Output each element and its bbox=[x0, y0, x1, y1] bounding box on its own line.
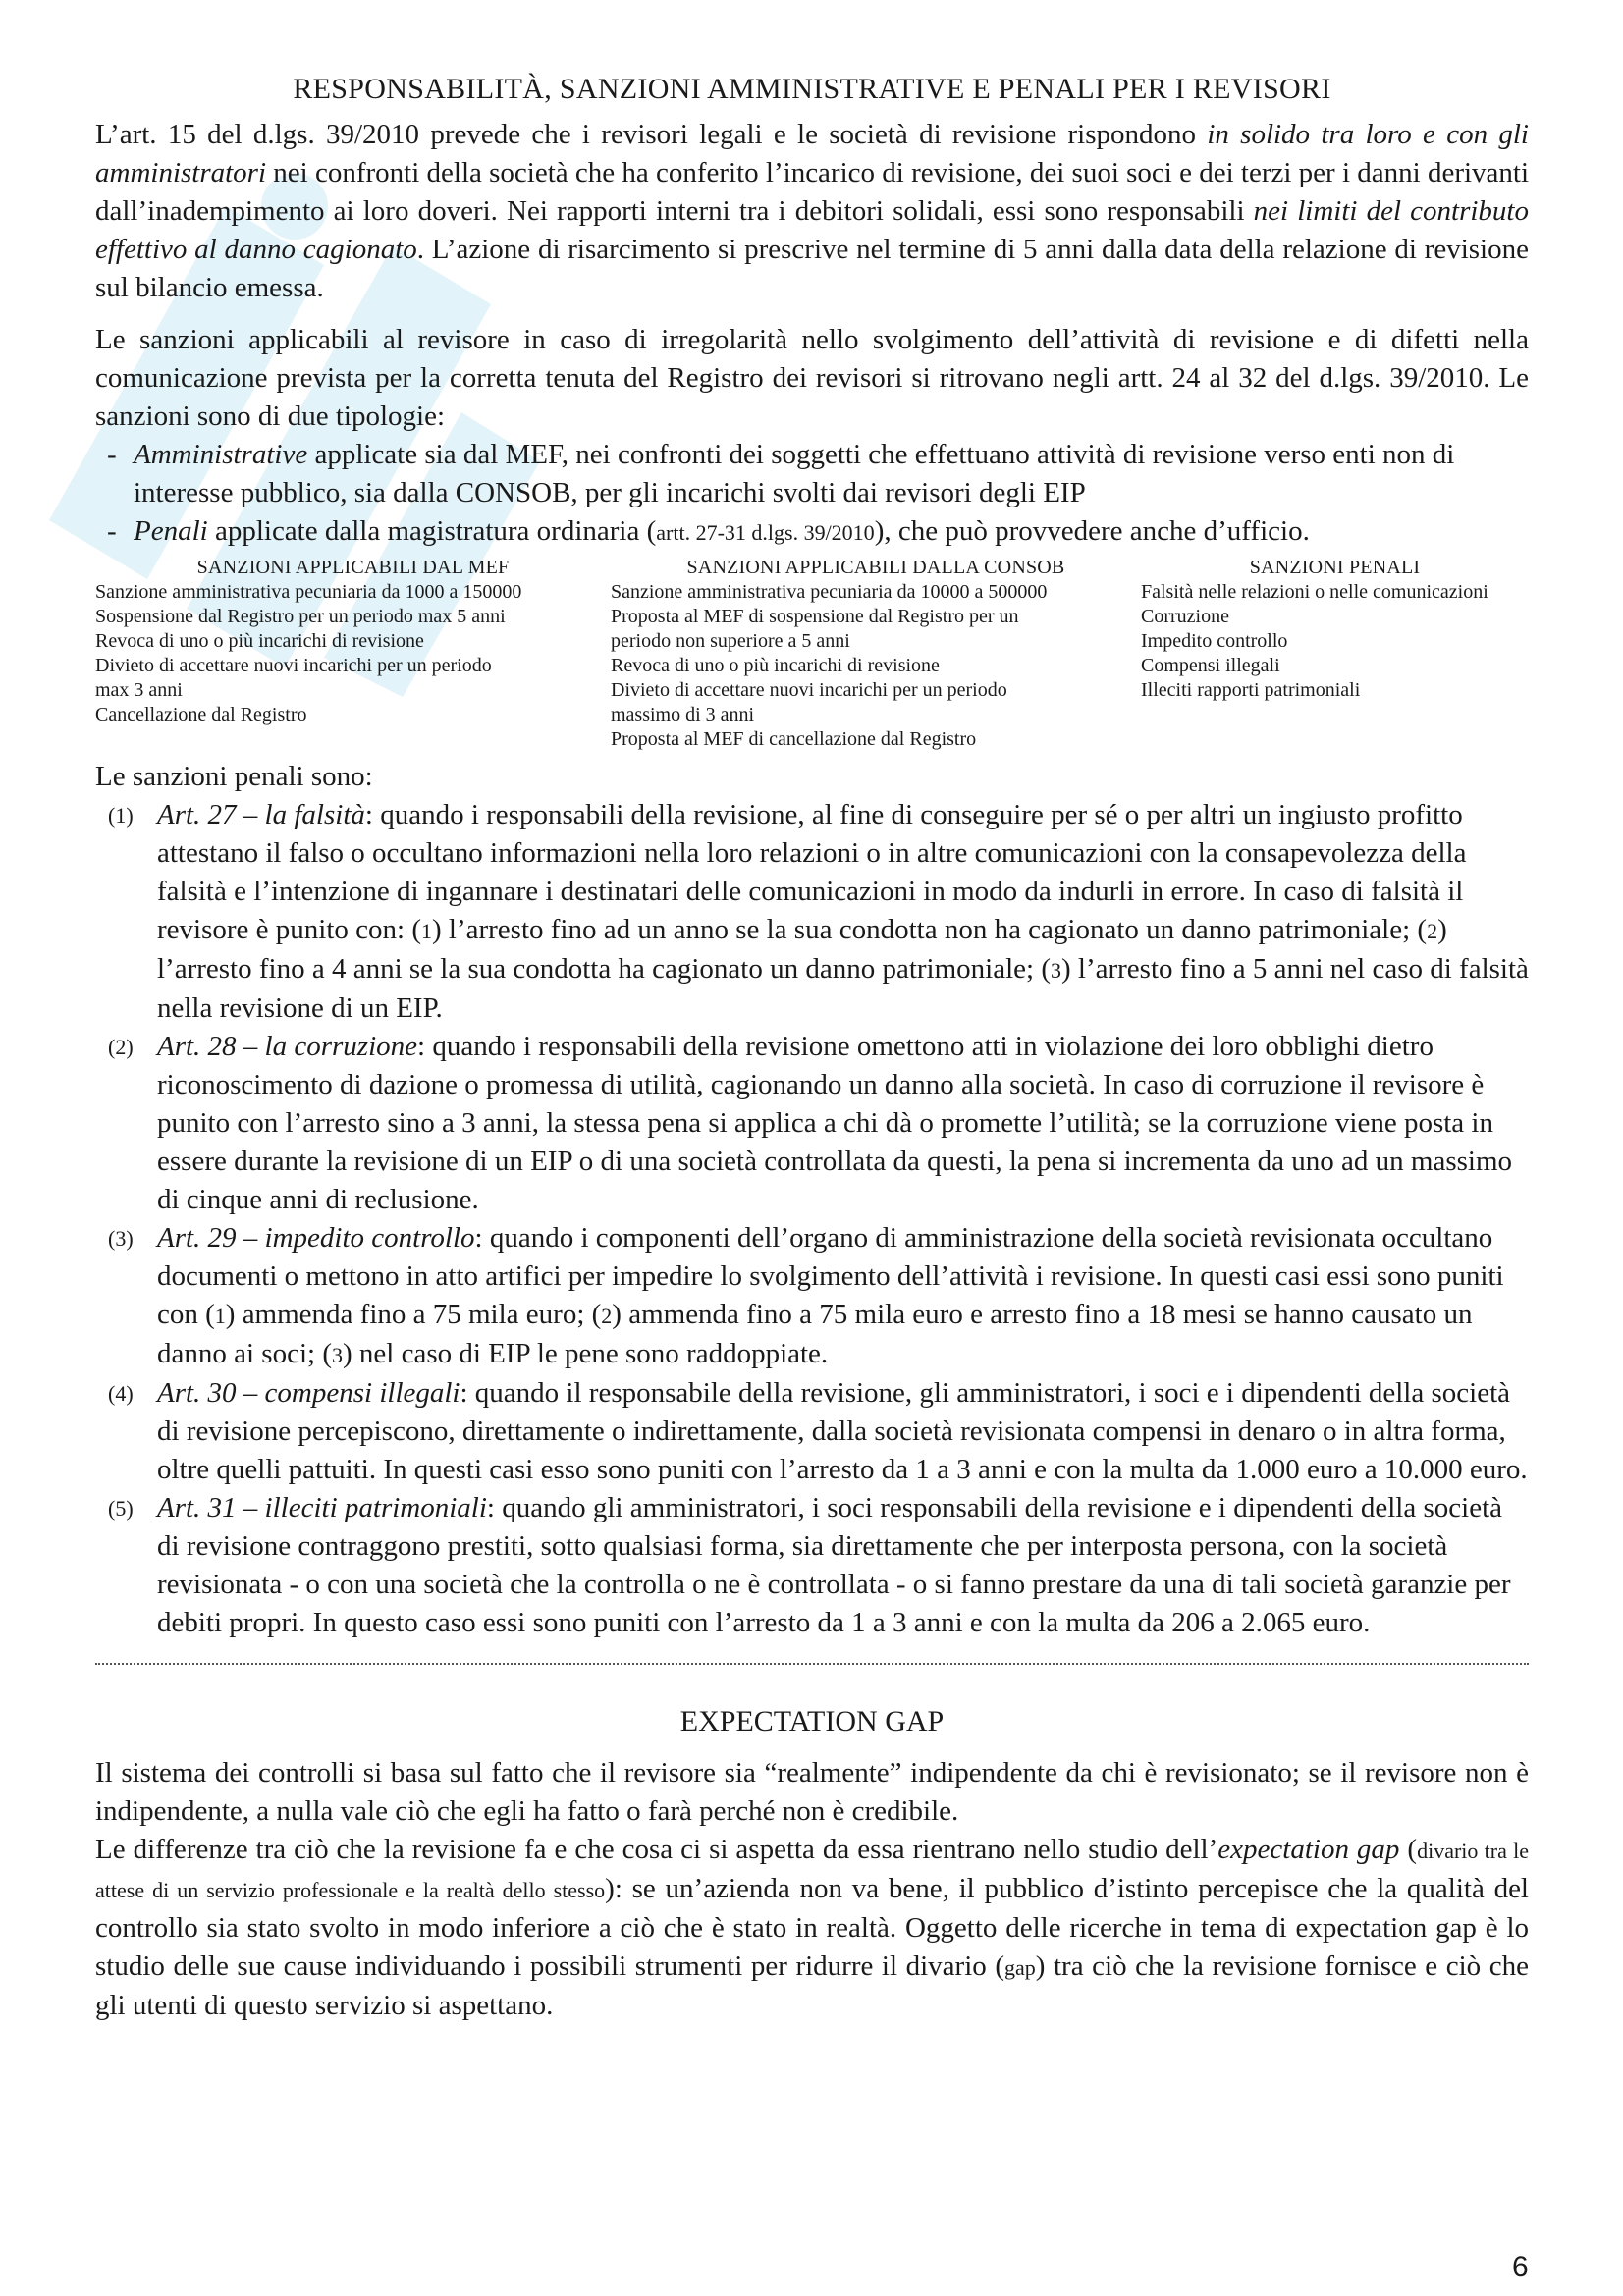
small-text: 1 bbox=[214, 1304, 226, 1328]
small-text: divario tra le attese di un servizio professionale e la realtà dello stesso bbox=[95, 1839, 1529, 1902]
document-page bbox=[95, 73, 1529, 2025]
table-line: Sanzione amministrativa pecuniaria da 1000 a 150000 bbox=[95, 581, 522, 603]
column-mef bbox=[95, 556, 611, 752]
table-line: massimo di 3 anni bbox=[611, 704, 755, 725]
list-item-administrative bbox=[95, 436, 1529, 512]
table-line: Divieto di accettare nuovi incarichi per un periodo bbox=[95, 655, 492, 676]
item-number: (5) bbox=[108, 1496, 134, 1521]
item-text bbox=[157, 799, 1529, 1024]
table-line: Falsità nelle relazioni o nelle comunicazioni bbox=[1141, 581, 1488, 603]
table-line: max 3 anni bbox=[95, 679, 183, 701]
text-run: ( bbox=[1399, 1834, 1418, 1865]
column-heading-penal: SANZIONI PENALI bbox=[1249, 557, 1421, 578]
text-run: applicate sia dal MEF, nei confronti dei soggetti che effettuano attività di revisione verso enti non di interesse pubblico, sia dalla CONSOB, per gli incarichi svolti dai revisori degli EIP bbox=[134, 439, 1455, 508]
paragraph-sanctions-intro: Le sanzioni applicabili al revisore in caso di irregolarità nello svolgimento dell’attività di revisione e di difetti nella comunicazione prevista per la corretta tenuta del Registro dei revisori si ritrovano negli artt. 24 al 32 del d.lgs. 39/2010. Le sanzioni sono di due tipologie: bbox=[95, 324, 1529, 432]
item-number: (3) bbox=[108, 1226, 134, 1251]
italic-text: Art. 31 – illeciti patrimoniali bbox=[157, 1492, 487, 1523]
italic-text: expectation gap bbox=[1217, 1834, 1400, 1865]
column-consob bbox=[611, 556, 1141, 752]
small-text: 2 bbox=[1427, 919, 1438, 943]
table-line: Impedito controllo bbox=[1141, 630, 1288, 652]
list-item-penal bbox=[95, 512, 1529, 552]
sanctions-table bbox=[95, 556, 1529, 752]
italic-text: Art. 29 – impedito controllo bbox=[157, 1222, 475, 1254]
paragraph-expectation-gap-1: Il sistema dei controlli si basa sul fatto che il revisore sia “realmente” indipendente da chi è revisionato; se il revisore non è indipendente, a nulla vale ciò che egli ha fatto o farà perché non è credibile. bbox=[95, 1757, 1529, 1827]
column-lines-mef bbox=[95, 580, 611, 727]
text-run: ), che può provvedere anche d’ufficio. bbox=[874, 515, 1310, 547]
column-lines-consob bbox=[611, 580, 1141, 752]
text-run: ) l’arresto fino ad un anno se la sua condotta non ha cagionato un danno patrimoniale; ( bbox=[431, 914, 1428, 945]
table-line: Sospensione dal Registro per un periodo max 5 anni bbox=[95, 606, 506, 627]
list-item-art-29 bbox=[95, 1219, 1529, 1374]
small-text: gap bbox=[1003, 1955, 1036, 1980]
dotted-separator bbox=[95, 1663, 1529, 1665]
table-line: Corruzione bbox=[1141, 606, 1229, 627]
section-title-expectation-gap: EXPECTATION GAP bbox=[679, 1705, 945, 1737]
text-run: Le differenze tra ciò che la revisione fa e che cosa ci si aspetta da essa rientrano nello studio dell’ bbox=[95, 1834, 1218, 1865]
text-run: ) l’arresto fino a 5 anni nel caso di falsità nella revisione di un EIP. bbox=[157, 953, 1529, 1024]
text-run: : quando i componenti dell’organo di amministrazione della società revisionata occultano documenti o mettono in atto artifici per impedire lo svolgimento dell’attività i revisione. In questi casi essi sono puniti con ( bbox=[157, 1222, 1504, 1330]
list-item-art-28 bbox=[95, 1028, 1529, 1219]
item-number: (1) bbox=[108, 803, 134, 828]
table-line: Illeciti rapporti patrimoniali bbox=[1141, 679, 1361, 701]
paragraph-liability bbox=[95, 116, 1529, 307]
text-run: ) ammenda fino a 75 mila euro; ( bbox=[225, 1299, 602, 1330]
text-run: : quando i responsabili della revisione, al fine di conseguire per sé o per altri un ingiusto profitto attestano il falso o occultano informazioni nella loro relazioni o in altre comunicazioni con la consapevolezza della falsità e l’intenzione di ingannare i destinatari delle comunicazioni in modo da indurli in errore. In caso di falsità il revisore è punito con: ( bbox=[157, 799, 1467, 945]
item-number: (2) bbox=[108, 1035, 134, 1059]
column-heading-consob: SANZIONI APPLICABILI DALLA CONSOB bbox=[686, 557, 1065, 578]
italic-text: nei limiti del contributo effettivo al danno cagionato bbox=[95, 195, 1529, 265]
table-line: Divieto di accettare nuovi incarichi per un periodo bbox=[611, 679, 1007, 701]
text-run: L’art. 15 del d.lgs. 39/2010 prevede che i revisori legali e le società di revisione rispondono bbox=[95, 119, 1208, 150]
table-line: Revoca di uno o più incarichi di revisione bbox=[611, 655, 940, 676]
small-text: 2 bbox=[601, 1304, 613, 1328]
text-run: . L’azione di risarcimento si prescrive nel termine di 5 anni dalla data della relazione di revisione sul bilancio emessa. bbox=[95, 234, 1529, 303]
text-run: ) ammenda fino a 75 mila euro e arresto fino a 18 mesi se hanno causato un danno ai soci; ( bbox=[157, 1299, 1473, 1369]
italic-text: Art. 30 – compensi illegali bbox=[157, 1377, 460, 1409]
column-lines-penal bbox=[1141, 580, 1529, 703]
paragraph-expectation-gap-2 bbox=[95, 1831, 1529, 2025]
penal-intro: Le sanzioni penali sono: bbox=[95, 761, 373, 792]
list-item-art-30 bbox=[95, 1374, 1529, 1489]
italic-text: in solido tra loro e con gli amministratori bbox=[95, 119, 1529, 188]
italic-text: Art. 27 – la falsità bbox=[157, 799, 365, 830]
item-text bbox=[157, 1492, 1511, 1638]
small-text: 3 bbox=[1050, 958, 1061, 983]
column-heading-mef: SANZIONI APPLICABILI DAL MEF bbox=[196, 557, 510, 578]
text-run: applicate dalla magistratura ordinaria ( bbox=[207, 515, 657, 547]
item-text bbox=[157, 1031, 1512, 1215]
item-text bbox=[157, 1377, 1528, 1485]
text-run: : quando il responsabile della revisione, gli amministratori, i soci e i dipendenti della società di revisione percepiscono, direttamente o indirettamente, dalla società revisionata compensi in denaro o in altra forma, oltre quelli pattuiti. In questi casi esso sono puniti con l’arresto da 1 a 3 anni e con la multa da 1.000 euro a 10.000 euro. bbox=[157, 1377, 1528, 1485]
list-item-art-31 bbox=[95, 1489, 1529, 1642]
text-run: : quando i responsabili della revisione omettono atti in violazione dei loro obblighi dietro riconoscimento di dazione o promessa di utilità, cagionando un danno alla società. In caso di corruzione il revisore è punito con l’arresto sino a 3 anni, la stessa pena si applica a chi dà o promette l’utilità; se la corruzione viene posta in essere durante la revisione di un EIP o di una società controllata da questi, la pena si incrementa da uno ad un massimo di cinque anni di reclusione. bbox=[157, 1031, 1513, 1215]
section-title: RESPONSABILITÀ, SANZIONI AMMINISTRATIVE E PENALI PER I REVISORI bbox=[293, 73, 1331, 105]
text-run: ) nel caso di EIP le pene sono raddoppiate. bbox=[342, 1338, 829, 1369]
text-run: ) l’arresto fino a 4 anni se la sua condotta ha cagionato un danno patrimoniale; ( bbox=[157, 914, 1447, 985]
page-number: 6 bbox=[1512, 2251, 1529, 2283]
penal-sanctions-list bbox=[95, 796, 1529, 1642]
table-line: periodo non superiore a 5 anni bbox=[611, 630, 850, 652]
table-line: Revoca di uno o più incarichi di revisione bbox=[95, 630, 424, 652]
column-penal bbox=[1141, 556, 1529, 752]
small-text: 3 bbox=[331, 1343, 343, 1367]
text-run: ): se un’azienda non va bene, il pubblico d’istinto percepisce che la qualità del controllo sia stato svolto in modo inferiore a ciò che è stato in realtà. Oggetto delle ricerche in tema di expectation gap è lo studio delle sue cause individuando i possibili strumenti per ridurre il divario ( bbox=[95, 1873, 1529, 1982]
table-line: Proposta al MEF di sospensione dal Registro per un bbox=[611, 606, 1019, 627]
item-text bbox=[157, 1222, 1504, 1369]
text-run: : quando gli amministratori, i soci responsabili della revisione e i dipendenti della società di revisione contraggono prestiti, sotto qualsiasi forma, sia direttamente che per interposta persona, con la società revisionata - o con una società che la controlla o ne è controllata - o si fanno prestare da una di tali società garanzie per debiti propri. In questo caso essi sono puniti con l’arresto da 1 a 3 anni e con la multa da 206 a 2.065 euro. bbox=[157, 1492, 1511, 1638]
italic-text: Amministrative bbox=[134, 439, 308, 470]
table-line: Sanzione amministrativa pecuniaria da 10000 a 500000 bbox=[611, 581, 1048, 603]
italic-text: Art. 28 – la corruzione bbox=[157, 1031, 418, 1062]
small-text: artt. 27-31 d.lgs. 39/2010 bbox=[656, 520, 875, 545]
item-number: (4) bbox=[108, 1381, 134, 1406]
text-run: nei confronti della società che ha conferito l’incarico di revisione, dei suoi soci e dei terzi per i danni derivanti dall’inadempimento ai loro doveri. Nei rapporti interni tra i debitori solidali, essi sono responsabili bbox=[95, 157, 1530, 227]
table-line: Compensi illegali bbox=[1141, 655, 1280, 676]
italic-text: Penali bbox=[134, 515, 208, 547]
small-text: 1 bbox=[420, 919, 432, 943]
table-line: Proposta al MEF di cancellazione dal Registro bbox=[611, 728, 977, 750]
table-line: Cancellazione dal Registro bbox=[95, 704, 307, 725]
text-run: ) tra ciò che la revisione fornisce e ciò che gli utenti di questo servizio si aspettano. bbox=[95, 1950, 1529, 2021]
list-item-art-27 bbox=[95, 796, 1529, 1028]
sanction-types-list bbox=[95, 436, 1529, 552]
